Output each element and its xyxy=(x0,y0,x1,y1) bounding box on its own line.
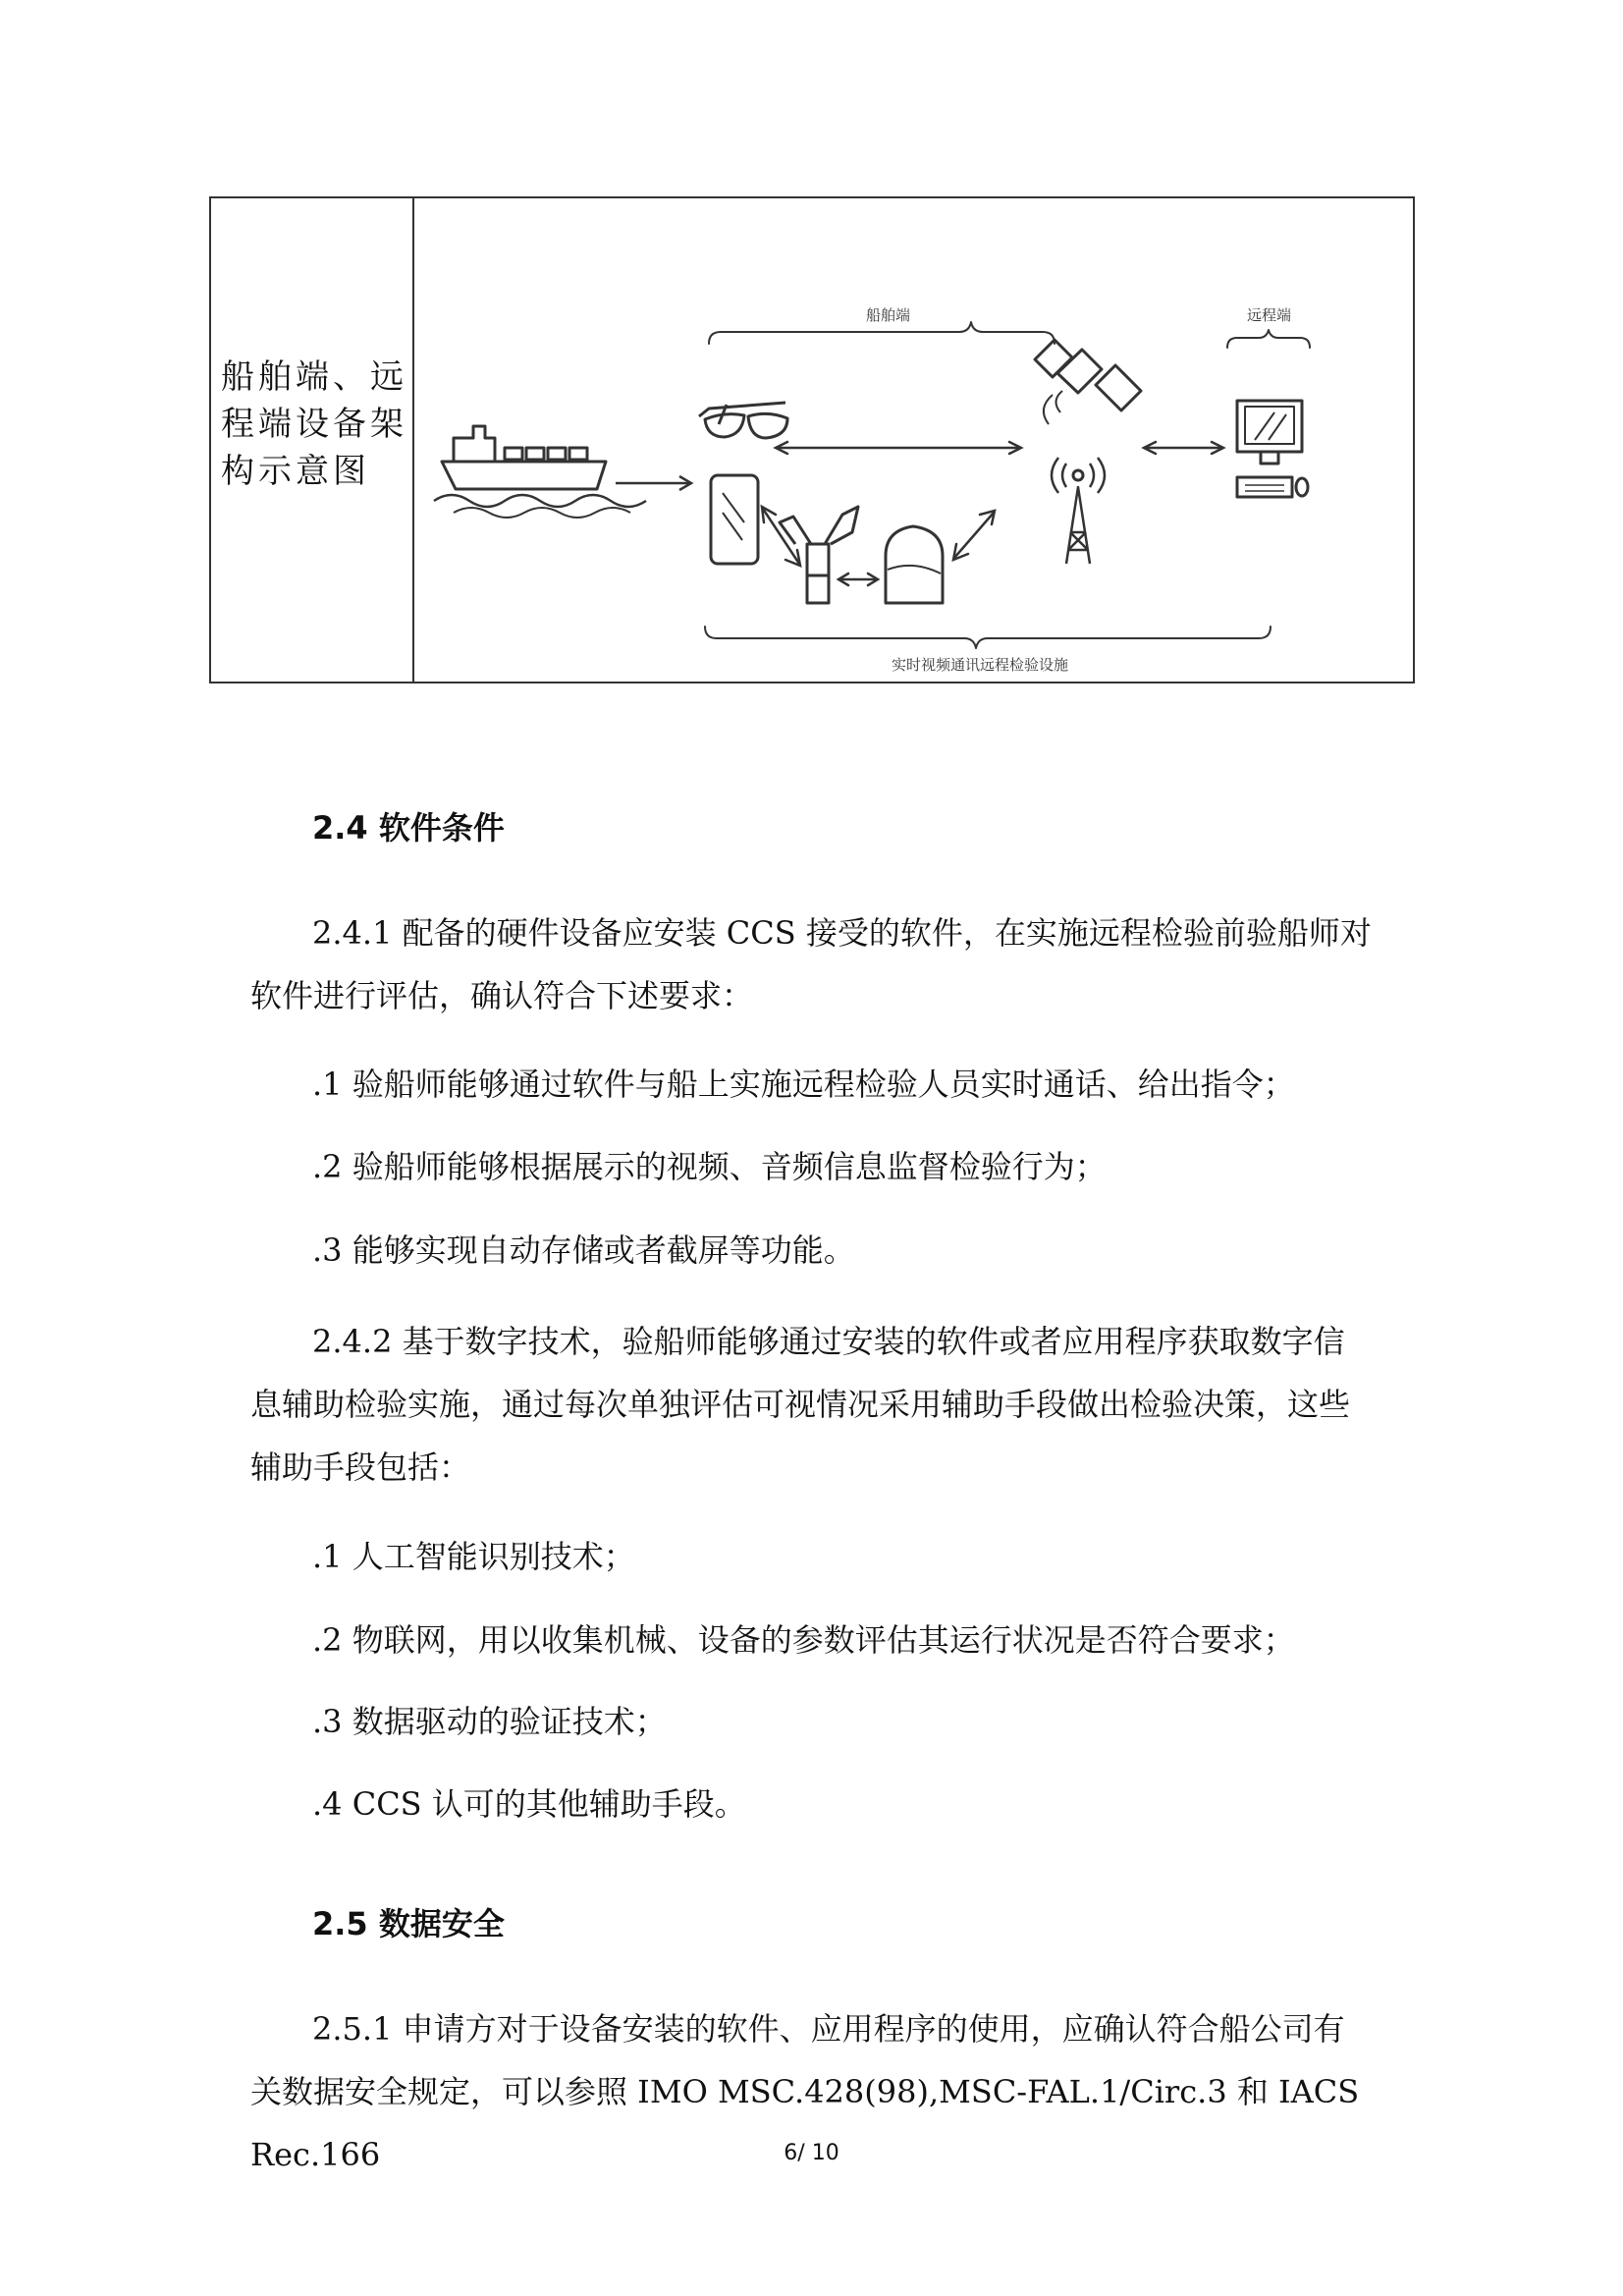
ship-icon xyxy=(434,426,646,518)
paragraph-line: 软件进行评估，确认符合下述要求： xyxy=(250,977,754,1014)
signal-tower-icon xyxy=(1052,458,1105,564)
table-row-label: 船舶端、远程端设备架构示意图 xyxy=(221,357,407,491)
paragraph-line: 2.4.1 配备的硬件设备应安装 CCS 接受的软件，在实施远程检验前验船师对 xyxy=(312,914,1372,952)
list-item: .2 验船师能够根据展示的视频、音频信息监督检验行为； xyxy=(312,1148,1107,1185)
router-icon xyxy=(886,526,943,603)
satellite-icon xyxy=(1035,340,1141,424)
paragraph-line: 辅助手段包括： xyxy=(250,1449,471,1486)
architecture-table xyxy=(209,196,1415,683)
table-label-cell xyxy=(211,198,414,682)
ship-side-label: 船舶端 xyxy=(866,306,911,324)
paragraph-line: 关数据安全规定，可以参照 IMO MSC.428(98),MSC-FAL.1/Circ.3 和 IACS Rec.166 xyxy=(250,2073,1360,2173)
list-item: .4 CCS 认可的其他辅助手段。 xyxy=(312,1785,746,1823)
smartphone-icon xyxy=(711,475,758,564)
facility-label: 实时视频通讯远程检验设施 xyxy=(892,656,1069,674)
architecture-diagram xyxy=(414,198,1413,682)
list-item: .1 验船师能够通过软件与船上实施远程检验人员实时通话、给出指令； xyxy=(312,1066,1295,1103)
diagram-cell xyxy=(414,198,1413,682)
section-2-5-heading: 2.5 数据安全 xyxy=(312,1905,505,1942)
paragraph-line: 息辅助检验实施，通过每次单独评估可视情况采用辅助手段做出检验决策，这些 xyxy=(250,1386,1351,1423)
list-item: .1 人工智能识别技术； xyxy=(312,1538,635,1575)
list-item: .3 数据驱动的验证技术； xyxy=(312,1703,667,1740)
remote-side-label: 远程端 xyxy=(1247,306,1292,324)
section-2-4-heading: 2.4 软件条件 xyxy=(312,809,505,847)
list-item: .3 能够实现自动存储或者截屏等功能。 xyxy=(312,1231,855,1269)
smart-glasses-icon xyxy=(699,403,787,438)
list-item: .2 物联网，用以收集机械、设备的参数评估其运行状况是否符合要求； xyxy=(312,1621,1295,1659)
paragraph-line: 2.5.1 申请方对于设备安装的软件、应用程序的使用，应确认符合船公司有 xyxy=(312,2010,1345,2048)
computer-icon xyxy=(1237,401,1308,497)
page-number: 6/ 10 xyxy=(784,2141,839,2165)
paragraph-2-4-2 xyxy=(250,1310,1394,1499)
paragraph-line: 2.4.2 基于数字技术，验船师能够通过安装的软件或者应用程序获取数字信 xyxy=(312,1323,1345,1360)
handheld-camera-icon xyxy=(780,507,858,603)
paragraph-2-4-1 xyxy=(250,902,1394,1027)
